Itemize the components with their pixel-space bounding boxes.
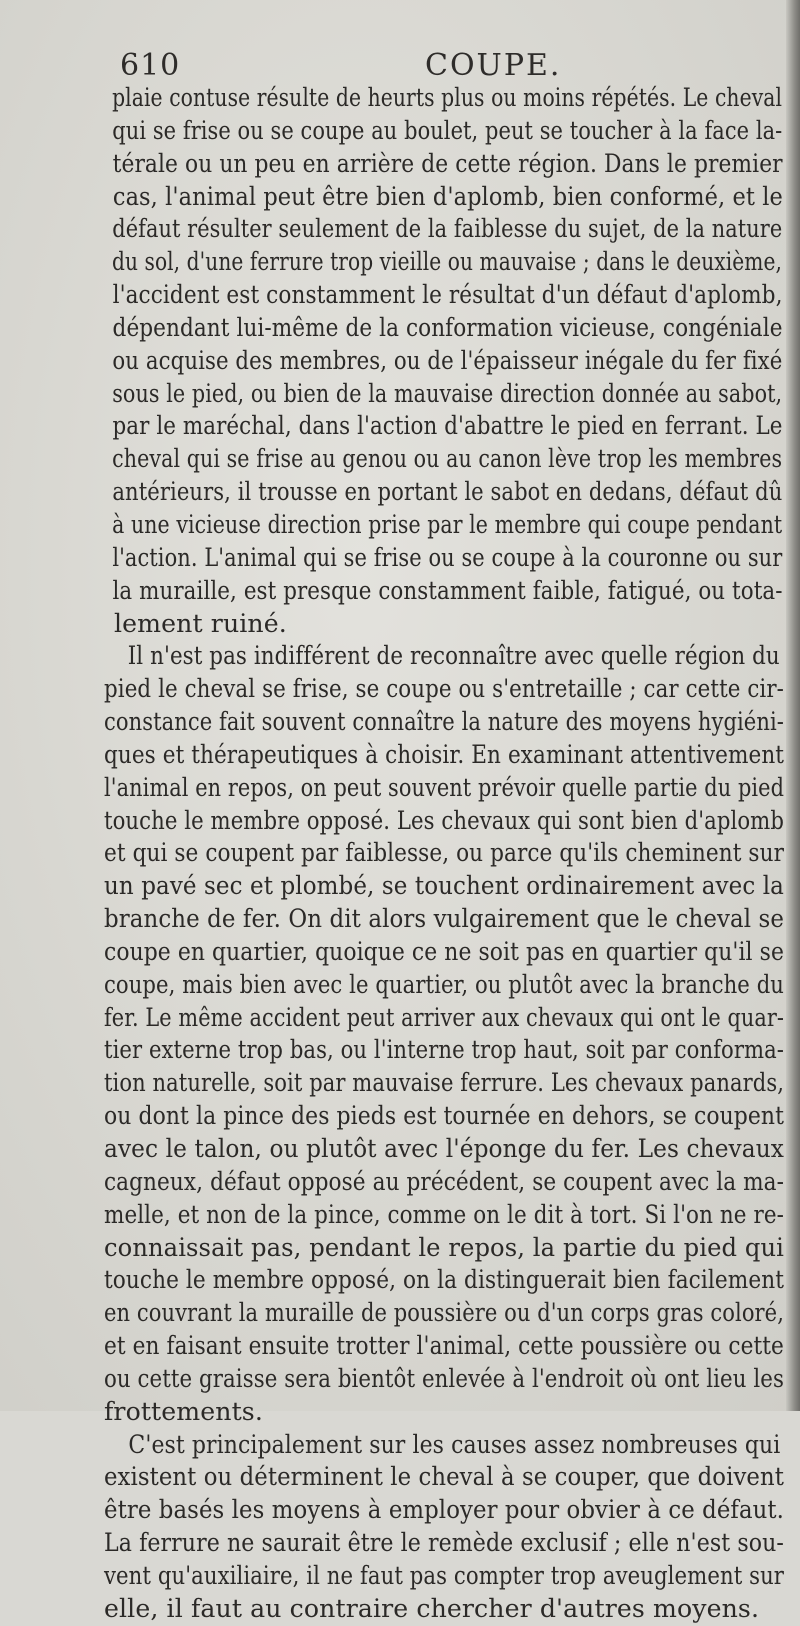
text-line: coupe, mais bien avec le quartier, ou plutôt avec la branche du bbox=[104, 969, 784, 999]
text-line: coupe en quartier, quoique ce ne soit pas en quartier qu'il se bbox=[104, 936, 784, 966]
text-line: cagneux, défaut opposé au précédent, se coupent avec la ma- bbox=[104, 1166, 785, 1196]
text-line: la muraille, est presque constamment faible, fatigué, ou tota- bbox=[112, 575, 783, 605]
text-line: ou cette graisse sera bientôt enlevée à l'endroit où ont lieu les bbox=[104, 1363, 784, 1393]
text-line: touche le membre opposé. Les chevaux qui sont bien d'aplomb bbox=[104, 805, 784, 835]
text-line: en couvrant la muraille de poussière ou d'un corps gras coloré, bbox=[104, 1298, 784, 1328]
text-line: et qui se coupent par faiblesse, ou parce qu'ils cheminent sur bbox=[104, 838, 784, 868]
paragraph-start-line: Il n'est pas indifférent de reconnaître avec quelle région du bbox=[127, 641, 780, 671]
text-line: à une vicieuse direction prise par le membre qui coupe pendant bbox=[112, 509, 783, 539]
text-line: l'accident est constamment le résultat d'un défaut d'aplomb, bbox=[112, 280, 783, 310]
text-line: antérieurs, il trousse en portant le sabot en dedans, défaut dû bbox=[112, 477, 783, 507]
text-line: melle, et non de la pince, comme on le dit à tort. Si l'on ne re- bbox=[104, 1199, 784, 1229]
text-line: qui se frise ou se coupe au boulet, peut se toucher à la face la- bbox=[112, 115, 783, 145]
text-line: branche de fer. On dit alors vulgairement que le cheval se bbox=[104, 904, 785, 934]
page-edge-shadow bbox=[786, 0, 800, 1411]
text-line: plaie contuse résulte de heurts plus ou moins répétés. Le cheval bbox=[112, 83, 783, 112]
text-line: défaut résulter seulement de la faiblesse du sujet, de la nature bbox=[112, 214, 783, 244]
text-line: La ferrure ne saurait être le remède exclusif ; elle n'est sou- bbox=[104, 1528, 784, 1558]
text-line: par le maréchal, dans l'action d'abattre le pied en ferrant. Le bbox=[112, 411, 783, 441]
text-line: cas, l'animal peut être bien d'aplomb, bien conformé, et le bbox=[112, 181, 783, 211]
text-line: l'action. L'animal qui se frise ou se coupe à la couronne ou sur bbox=[112, 542, 783, 572]
running-title: COUPE. bbox=[425, 48, 562, 83]
page-number: 610 bbox=[120, 48, 181, 83]
text-line: ques et thérapeutiques à choisir. En examinant attentivement bbox=[104, 739, 785, 769]
text-line: ou dont la pince des pieds est tournée en dehors, se coupent bbox=[104, 1101, 785, 1131]
text-line: l'animal en repos, on peut souvent prévoir quelle partie du pied bbox=[104, 772, 785, 802]
text-line: frottements. bbox=[104, 1396, 263, 1426]
text-line: pied le cheval se frise, se coupe ou s'entretaille ; car cette cir- bbox=[104, 674, 784, 704]
text-line: existent ou déterminent le cheval à se couper, que doivent bbox=[104, 1462, 784, 1492]
text-line: vent qu'auxiliaire, il ne faut pas compter trop aveuglement sur bbox=[104, 1560, 785, 1590]
text-line: fer. Le même accident peut arriver aux chevaux qui ont le quar- bbox=[104, 1002, 785, 1032]
text-line: dépendant lui-même de la conformation vicieuse, congéniale bbox=[112, 312, 783, 342]
text-line: du sol, d'une ferrure trop vieille ou mauvaise ; dans le deuxième, bbox=[112, 247, 782, 277]
text-line: constance fait souvent connaître la nature des moyens hygiéni- bbox=[104, 707, 784, 737]
text-line: être basés les moyens à employer pour obvier à ce défaut. bbox=[104, 1495, 785, 1525]
text-line: cheval qui se frise au genou ou au canon lève trop les membres bbox=[112, 444, 783, 474]
text-line: tion naturelle, soit par mauvaise ferrure. Les chevaux panards, bbox=[104, 1068, 785, 1098]
body-text bbox=[104, 82, 784, 1626]
text-line: et en faisant ensuite trotter l'animal, cette poussière ou cette bbox=[104, 1331, 784, 1361]
text-line: un pavé sec et plombé, se touchent ordinairement avec la bbox=[104, 871, 784, 901]
text-line: touche le membre opposé, on la distinguerait bien facilement bbox=[104, 1265, 785, 1295]
text-line: connaissait pas, pendant le repos, la partie du pied qui bbox=[104, 1232, 784, 1262]
text-line: tier externe trop bas, ou l'interne trop haut, soit par conforma- bbox=[104, 1035, 785, 1065]
paragraph-start-line: C'est principalement sur les causes assez nombreuses qui bbox=[128, 1429, 781, 1459]
text-line: lement ruiné. bbox=[114, 608, 287, 638]
text-line: ou acquise des membres, ou de l'épaisseur inégale du fer fixé bbox=[112, 345, 783, 375]
text-line: elle, il faut au contraire chercher d'autres moyens. bbox=[104, 1593, 760, 1623]
text-line: avec le talon, ou plutôt avec l'éponge du fer. Les chevaux bbox=[104, 1134, 784, 1163]
text-line: térale ou un peu en arrière de cette région. Dans le premier bbox=[112, 148, 783, 178]
text-line: sous le pied, ou bien de la mauvaise direction donnée au sabot, bbox=[112, 378, 783, 408]
